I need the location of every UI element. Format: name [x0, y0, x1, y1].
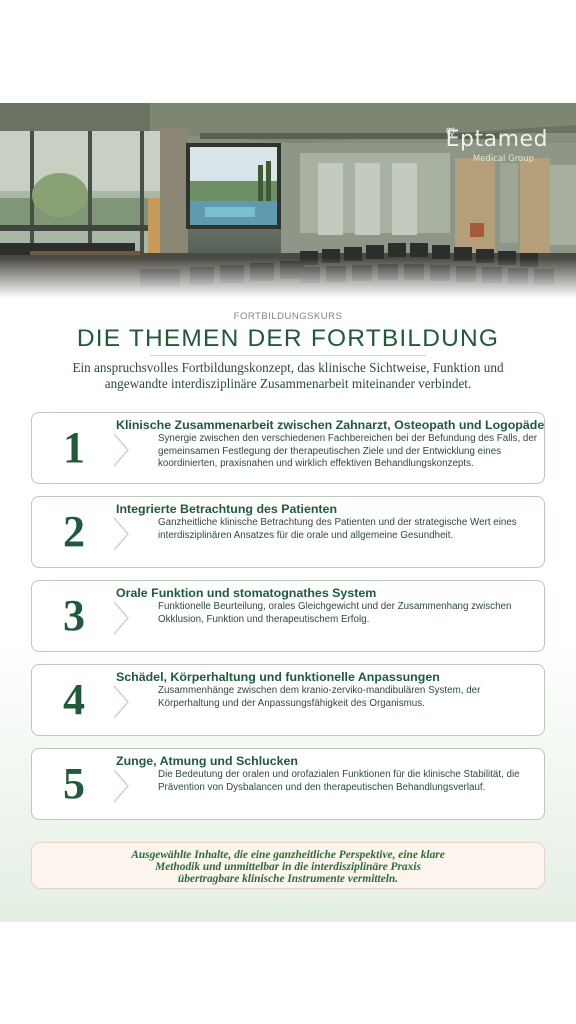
topic-description: Zusammenhänge zwischen dem kranio-zerviko-mandibulären System, der Körperhaltung und der Anpassungsfähigkeit des Organismus. — [158, 685, 481, 709]
chevron-right-icon — [110, 600, 132, 636]
summary-line: Ausgewählte Inhalte, die eine ganzheitliche Perspektive, eine klare — [131, 849, 445, 861]
topic-number: 5 — [63, 759, 85, 808]
summary-line: Methodik und unmittelbar in die interdisziplinäre Praxis — [155, 861, 421, 874]
topic-title: Integrierte Betrachtung des Patienten — [116, 502, 338, 516]
topic-title: Klinische Zusammenarbeit zwischen Zahnarzt, Osteopath und Logopäde — [116, 418, 545, 432]
title-divider — [150, 355, 426, 356]
chevron-right-icon — [110, 432, 132, 468]
topic-card-1 — [31, 412, 545, 484]
hero-image — [0, 103, 576, 298]
topic-number: 4 — [63, 675, 85, 724]
topic-card-4 — [31, 664, 545, 736]
summary-note — [31, 842, 545, 889]
hero-fade — [0, 258, 576, 298]
brand-subtitle: Medical Group — [472, 154, 534, 164]
chevron-right-icon — [110, 516, 132, 552]
topic-title: Zunge, Atmung und Schlucken — [116, 754, 298, 768]
tooth-icon — [446, 127, 456, 137]
topic-number: 1 — [63, 423, 85, 472]
topic-description: Ganzheitliche klinische Betrachtung des Patienten und der strategische Wert eines interdisziplinären Ansatzes für die orale und allgemeine Gesundheit. — [158, 517, 517, 541]
page-title: DIE THEMEN DER FORTBILDUNG — [76, 325, 500, 352]
topic-description: Funktionelle Beurteilung, orales Gleichgewicht und der Zusammenhang zwischen Okklusion, Funktion und therapeutischem Erfolg. — [158, 601, 512, 625]
topic-number: 2 — [63, 507, 85, 556]
eyebrow-label: FORTBILDUNGSKURS — [233, 311, 343, 322]
topic-card-3 — [31, 580, 545, 652]
topic-description: Die Bedeutung der oralen und orofazialen Funktionen für die klinische Stabilität, die Prävention von Dysbalancen und den therapeutischen Behandlungsverlauf. — [158, 769, 520, 793]
content-section — [0, 298, 576, 922]
brand-logo — [446, 127, 548, 164]
brand-name: Eptamed — [445, 127, 548, 152]
intro-text: Ein anspruchsvolles Fortbildungskonzept, das klinische Sichtweise, Funktion und angewandte interdisziplinäre Zusammenarbeit miteinander verbindet. — [72, 360, 504, 391]
topic-description: Synergie zwischen den verschiedenen Fachbereichen bei der Befundung des Falls, der gemeinsamen Festlegung der therapeutischen Ziele und der Entwicklung eines koordinierten, praxisnahen und wirklich effektiven Behandlungskonzepts. — [158, 433, 538, 470]
topic-title: Orale Funktion und stomatognathes System — [116, 586, 377, 600]
chevron-right-icon — [110, 684, 132, 720]
topic-card-5 — [31, 748, 545, 820]
chevron-right-icon — [110, 768, 132, 804]
topic-title: Schädel, Körperhaltung und funktionelle Anpassungen — [116, 670, 440, 684]
summary-line: übertragbare klinische Instrumente vermitteln. — [177, 873, 399, 886]
topic-number: 3 — [63, 591, 85, 640]
topic-card-2 — [31, 496, 545, 568]
